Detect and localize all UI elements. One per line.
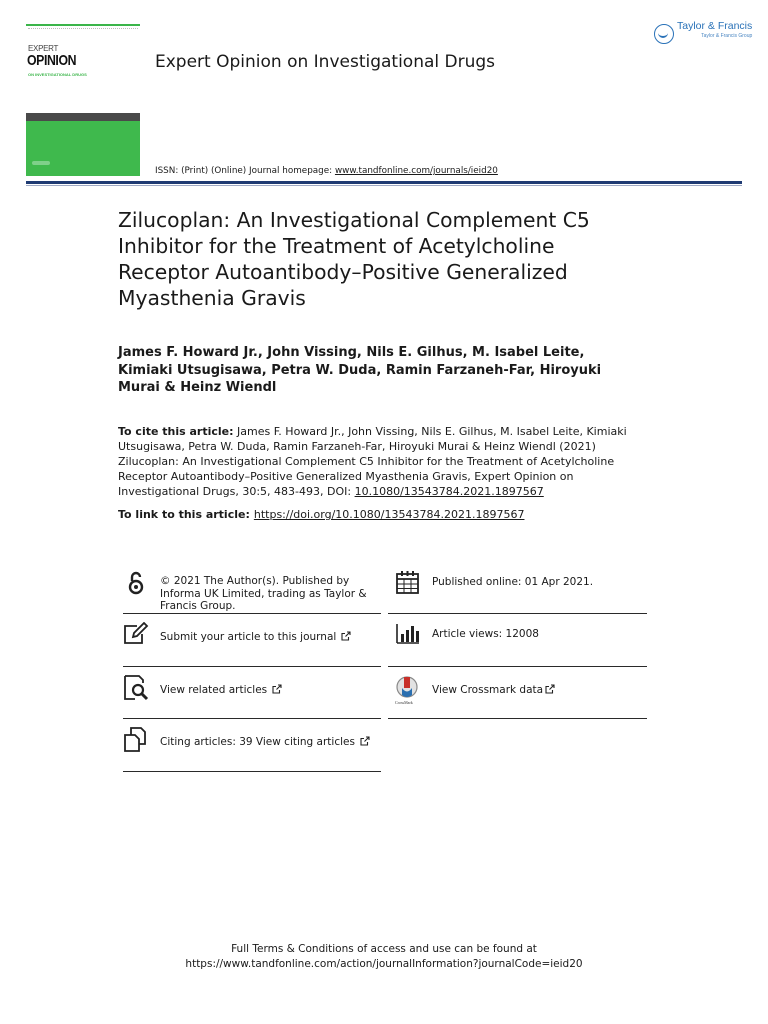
views-text: Article views: 12008 <box>432 628 539 640</box>
cover-line-opinion: OPINION <box>27 52 77 69</box>
article-doi-url[interactable]: https://doi.org/10.1080/13543784.2021.1897567 <box>253 508 525 521</box>
header-rule <box>26 181 742 184</box>
document-search-icon <box>123 675 149 701</box>
link-label: To link to this article: <box>118 508 250 521</box>
external-link-icon <box>545 684 555 694</box>
bar-chart-icon <box>395 622 421 648</box>
published-text: Published online: 01 Apr 2021. <box>432 576 594 588</box>
external-link-icon <box>272 684 282 694</box>
crossmark-label: View Crossmark data <box>432 684 544 696</box>
issn-line <box>155 166 498 176</box>
citation-block <box>118 424 638 499</box>
cover-fineprint <box>28 28 138 32</box>
author-list: James F. Howard Jr., John Vissing, Nils E. Gilhus, M. Isabel Leite, Kimiaki Utsugisawa, Petra W. Duda, Ramin Farzaneh-Far, Hiroyuki Murai & Heinz Wiendl <box>118 345 602 395</box>
cover-publisher-mark <box>32 161 50 165</box>
grid-divider <box>388 666 647 667</box>
citation-label: To cite this article: <box>118 425 234 438</box>
crossmark-caption: CrossMark <box>395 700 413 705</box>
grid-divider <box>388 718 647 719</box>
calendar-icon <box>395 570 421 596</box>
cover-dark-band <box>26 113 140 121</box>
link-block <box>118 507 638 522</box>
citation-text: James F. Howard Jr., John Vissing, Nils E. Gilhus, M. Isabel Leite, Kimiaki Utsugisawa, Petra W. Duda, Ramin Farzaneh-Far, Hiroyuki Murai & Heinz Wiendl (2021) Zilucoplan: An Investigational Complement C5 Inhibitor for the Treatment of Acetylcholine Receptor Autoantibody–Positive Generalized Myasthenia Gravis, Expert Opinion on Investigational Drugs, 30:5, 483-493, DOI: <box>118 425 627 498</box>
article-title: Zilucoplan: An Investigational Complement C5 Inhibitor for the Treatment of Acetylcholine Receptor Autoantibody–Positive Generalized Myasthenia Gravis <box>118 208 590 310</box>
terms-url[interactable]: https://www.tandfonline.com/action/journalInformation?journalCode=ieid20 <box>185 958 583 970</box>
publisher-logo-icon <box>654 24 674 44</box>
grid-divider <box>123 771 381 772</box>
related-label: View related articles <box>160 684 268 696</box>
citing-label: Citing articles: 39 View citing articles <box>160 736 355 748</box>
grid-divider <box>123 666 381 667</box>
edit-icon <box>123 622 149 648</box>
cover-line-subject: ON INVESTIGATIONAL DRUGS <box>28 72 87 77</box>
license-text: © 2021 The Author(s). Published by Informa UK Limited, trading as Taylor & Francis Group. <box>160 575 367 612</box>
cover-green-block <box>26 121 140 176</box>
grid-divider <box>123 718 381 719</box>
citing-documents-icon <box>123 727 149 753</box>
cover-line-expert: EXPERT <box>28 44 59 53</box>
submit-link[interactable] <box>160 631 351 644</box>
grid-divider <box>123 613 381 614</box>
grid-divider <box>388 613 647 614</box>
external-link-icon <box>360 736 370 746</box>
terms-line: Full Terms & Conditions of access and use can be found at <box>231 943 537 955</box>
cover-top-line <box>26 24 140 26</box>
publisher-name: Taylor & Francis <box>677 20 753 32</box>
citing-link[interactable] <box>160 736 370 749</box>
header-rule-thin <box>26 185 742 186</box>
issn-text: ISSN: (Print) (Online) Journal homepage: <box>155 166 335 176</box>
terms-footer <box>0 942 768 972</box>
journal-cover <box>26 24 140 176</box>
journal-title: Expert Opinion on Investigational Drugs <box>155 52 496 72</box>
open-access-icon <box>123 570 149 596</box>
publisher-logo[interactable] <box>654 21 752 44</box>
crossmark-link[interactable] <box>432 684 555 697</box>
submit-label: Submit your article to this journal <box>160 631 337 643</box>
doi-link[interactable]: 10.1080/13543784.2021.1897567 <box>354 485 544 498</box>
publisher-group: Taylor & Francis Group <box>701 33 753 39</box>
external-link-icon <box>341 631 351 641</box>
related-link[interactable] <box>160 684 282 697</box>
journal-homepage-link[interactable]: www.tandfonline.com/journals/ieid20 <box>334 166 498 176</box>
